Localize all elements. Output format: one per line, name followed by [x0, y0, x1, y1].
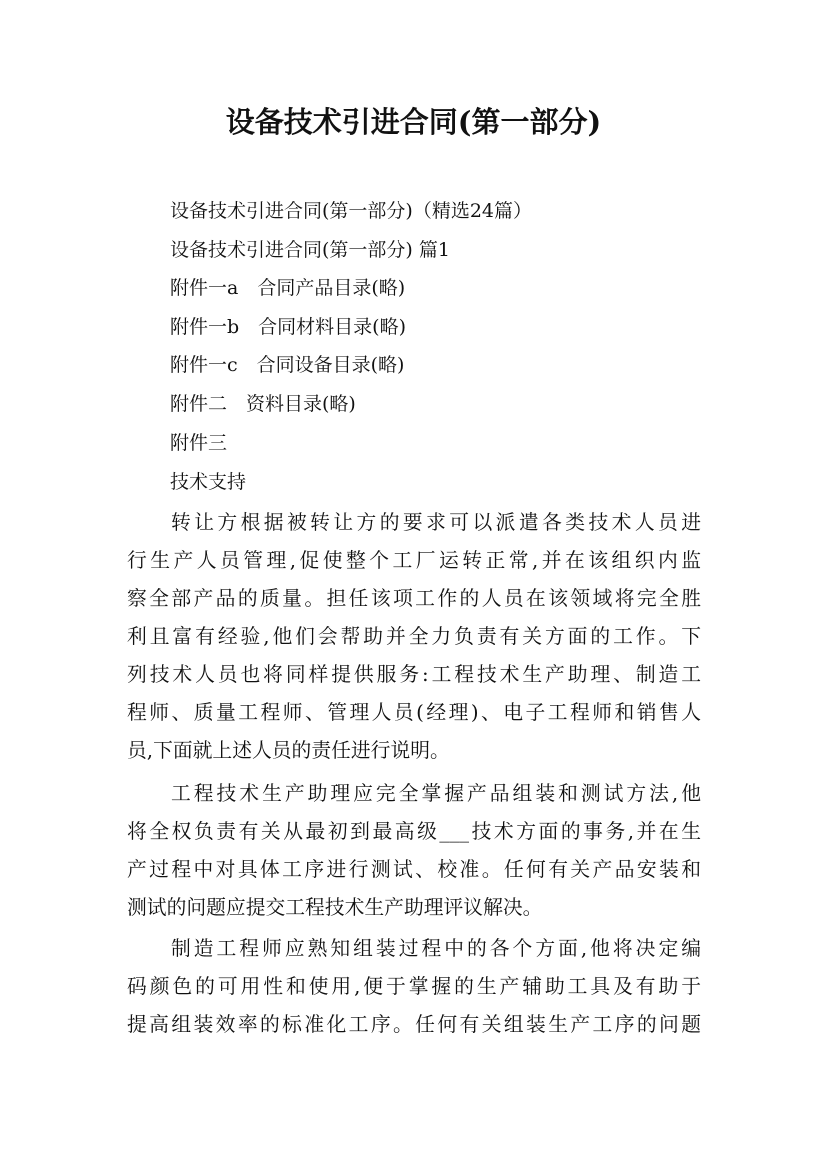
paragraph-line: 产过程中对具体工序进行测试、校准。任何有关产品安装和 — [127, 858, 701, 881]
paragraph-line: 提高组装效率的标准化工序。任何有关组装生产工序的问题 — [127, 1013, 701, 1036]
paragraph-line: 程师、质量工程师、管理人员(经理)、电子工程师和销售人 — [127, 701, 701, 724]
paragraph-line: 列技术人员也将同样提供服务:工程技术生产助理、制造工 — [127, 663, 701, 686]
toc-line-annex-2: 附件二 资料目录(略) — [170, 393, 356, 415]
paragraph-line: 码颜色的可用性和使用,便于掌握的生产辅助工具及有助于 — [127, 975, 701, 998]
toc-line-collection: 设备技术引进合同(第一部分)（精选24篇） — [170, 200, 533, 222]
toc-line-annex-1b: 附件一b 合同材料目录(略) — [170, 316, 406, 338]
paragraph-line: 察全部产品的质量。担任该项工作的人员在该领域将完全胜 — [127, 587, 701, 610]
toc-line-part1: 设备技术引进合同(第一部分) 篇1 — [170, 239, 450, 261]
paragraph-line: 利且富有经验,他们会帮助并全力负责有关方面的工作。下 — [127, 625, 701, 648]
paragraph-line: 将全权负责有关从最初到最高级___技术方面的事务,并在生 — [127, 820, 701, 843]
paragraph-line: 工程技术生产助理应完全掌握产品组装和测试方法,他 — [171, 782, 701, 805]
paragraph-line: 测试的问题应提交工程技术生产助理评议解决。 — [127, 896, 543, 919]
toc-line-annex-3: 附件三 — [170, 432, 228, 454]
paragraph-line: 员,下面就上述人员的责任进行说明。 — [127, 739, 450, 762]
paragraph-line: 行生产人员管理,促使整个工厂运转正常,并在该组织内监 — [127, 549, 701, 572]
page-title: 设备技术引进合同(第一部分) — [225, 105, 602, 139]
paragraph-line: 制造工程师应熟知组装过程中的各个方面,他将决定编 — [171, 937, 701, 960]
toc-line-annex-1c: 附件一c 合同设备目录(略) — [170, 354, 405, 376]
paragraph-line: 转让方根据被转让方的要求可以派遣各类技术人员进 — [171, 511, 701, 534]
section-heading-tech-support: 技术支持 — [170, 471, 247, 493]
toc-line-annex-1a: 附件一a 合同产品目录(略) — [170, 277, 406, 299]
